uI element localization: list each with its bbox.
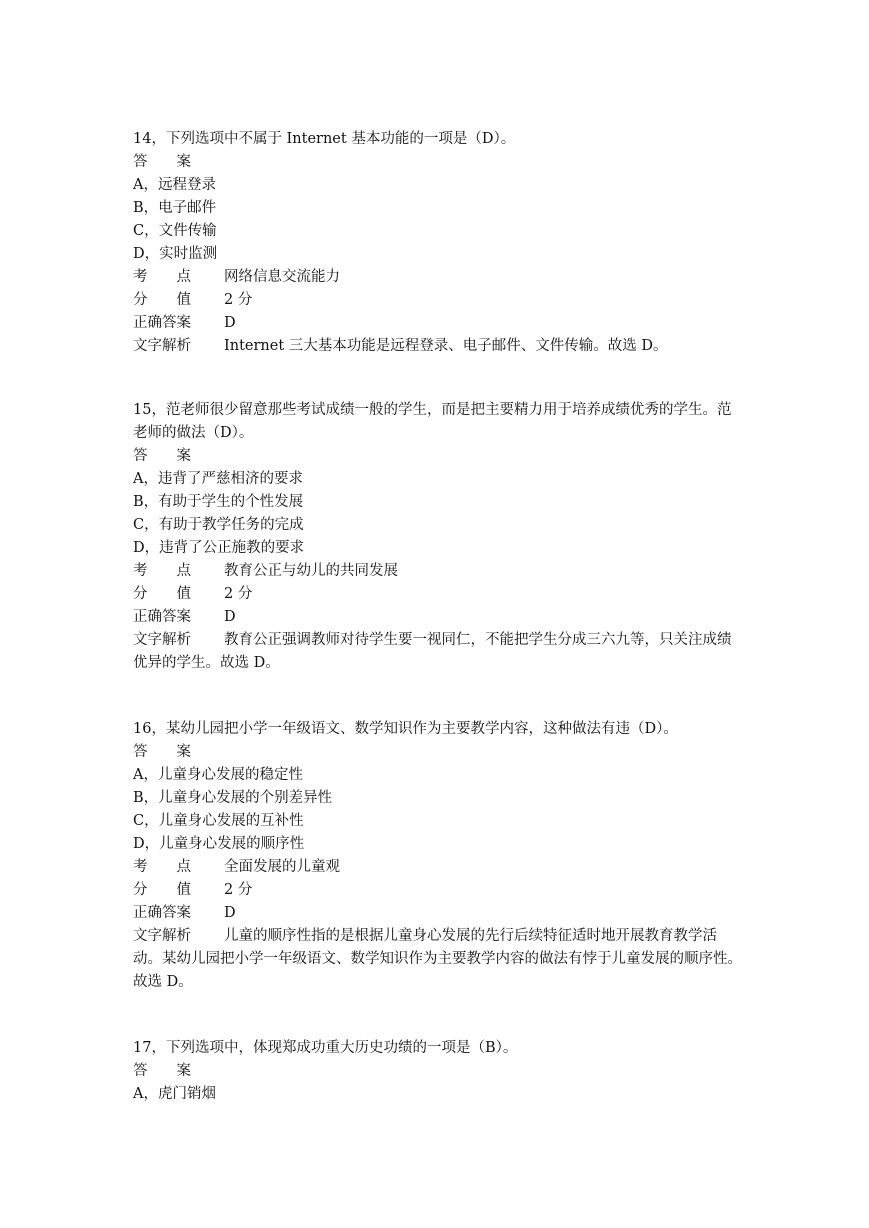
score-label: 分 值 xyxy=(133,586,191,602)
question-stem: 17，下列选项中，体现郑成功重大历史功绩的一项是（B）。 xyxy=(133,1040,518,1056)
option-c: C，有助于教学任务的完成 xyxy=(133,517,304,533)
option-b: B，电子邮件 xyxy=(133,200,217,216)
analysis-row xyxy=(133,925,743,994)
score-label: 分 值 xyxy=(133,882,191,898)
correct-label: 正确答案 xyxy=(133,315,191,331)
question-14 xyxy=(133,128,743,358)
correct-value: D xyxy=(224,315,236,331)
analysis-row xyxy=(133,335,743,358)
option-a: A，远程登录 xyxy=(133,177,216,193)
correct-row xyxy=(133,902,743,925)
question-stem: 16，某幼儿园把小学一年级语文、数学知识作为主要教学内容，这种做法有违（D）。 xyxy=(133,721,678,737)
point-label: 考 点 xyxy=(133,563,191,579)
correct-label: 正确答案 xyxy=(133,609,191,625)
option-d: D，儿童身心发展的顺序性 xyxy=(133,836,305,852)
option-a: A，虎门销烟 xyxy=(133,1086,216,1102)
option-c: C，儿童身心发展的互补性 xyxy=(133,813,304,829)
answer-label: 答 案 xyxy=(133,1063,191,1079)
option-d: D，实时监测 xyxy=(133,246,218,262)
analysis-label: 文字解析 xyxy=(133,632,191,648)
score-row xyxy=(133,289,743,312)
analysis-text: 儿童的顺序性指的是根据儿童身心发展的先行后续特征适时地开展教育教学活动。某幼儿园把小学一年级语文、数学知识作为主要教学内容的做法有悖于儿童发展的顺序性。故选 D。 xyxy=(133,928,742,990)
correct-row xyxy=(133,606,743,629)
analysis-text: Internet 三大基本功能是远程登录、电子邮件、文件传输。故选 D。 xyxy=(224,338,668,354)
correct-label: 正确答案 xyxy=(133,905,191,921)
score-value: 2 分 xyxy=(224,586,253,602)
point-row xyxy=(133,856,743,879)
answer-label: 答 案 xyxy=(133,448,191,464)
point-row xyxy=(133,560,743,583)
analysis-text: 教育公正强调教师对待学生要一视同仁，不能把学生分成三六九等，只关注成绩优异的学生。故选 D。 xyxy=(133,632,732,671)
analysis-row xyxy=(133,629,743,675)
option-a: A，儿童身心发展的稳定性 xyxy=(133,767,303,783)
point-label: 考 点 xyxy=(133,859,191,875)
score-value: 2 分 xyxy=(224,882,253,898)
answer-label: 答 案 xyxy=(133,744,191,760)
question-stem: 14，下列选项中不属于 Internet 基本功能的一项是（D）。 xyxy=(133,131,516,147)
analysis-label: 文字解析 xyxy=(133,338,191,354)
point-label: 考 点 xyxy=(133,269,191,285)
option-d: D，违背了公正施教的要求 xyxy=(133,540,305,556)
question-stem: 15，范老师很少留意那些考试成绩一般的学生，而是把主要精力用于培养成绩优秀的学生。范老师的做法（D）。 xyxy=(133,402,732,441)
option-a: A，违背了严慈相济的要求 xyxy=(133,471,303,487)
point-value: 网络信息交流能力 xyxy=(224,269,340,285)
analysis-label: 文字解析 xyxy=(133,928,191,944)
question-16 xyxy=(133,718,743,994)
score-label: 分 值 xyxy=(133,292,191,308)
option-b: B，有助于学生的个性发展 xyxy=(133,494,304,510)
correct-row xyxy=(133,312,743,335)
score-value: 2 分 xyxy=(224,292,253,308)
point-value: 全面发展的儿童观 xyxy=(224,859,340,875)
question-17 xyxy=(133,1037,743,1106)
point-value: 教育公正与幼儿的共同发展 xyxy=(224,563,398,579)
question-15 xyxy=(133,399,743,675)
correct-value: D xyxy=(224,905,236,921)
point-row xyxy=(133,266,743,289)
option-c: C，文件传输 xyxy=(133,223,217,239)
score-row xyxy=(133,583,743,606)
option-b: B，儿童身心发展的个别差异性 xyxy=(133,790,333,806)
correct-value: D xyxy=(224,609,236,625)
answer-label: 答 案 xyxy=(133,154,191,170)
score-row xyxy=(133,879,743,902)
